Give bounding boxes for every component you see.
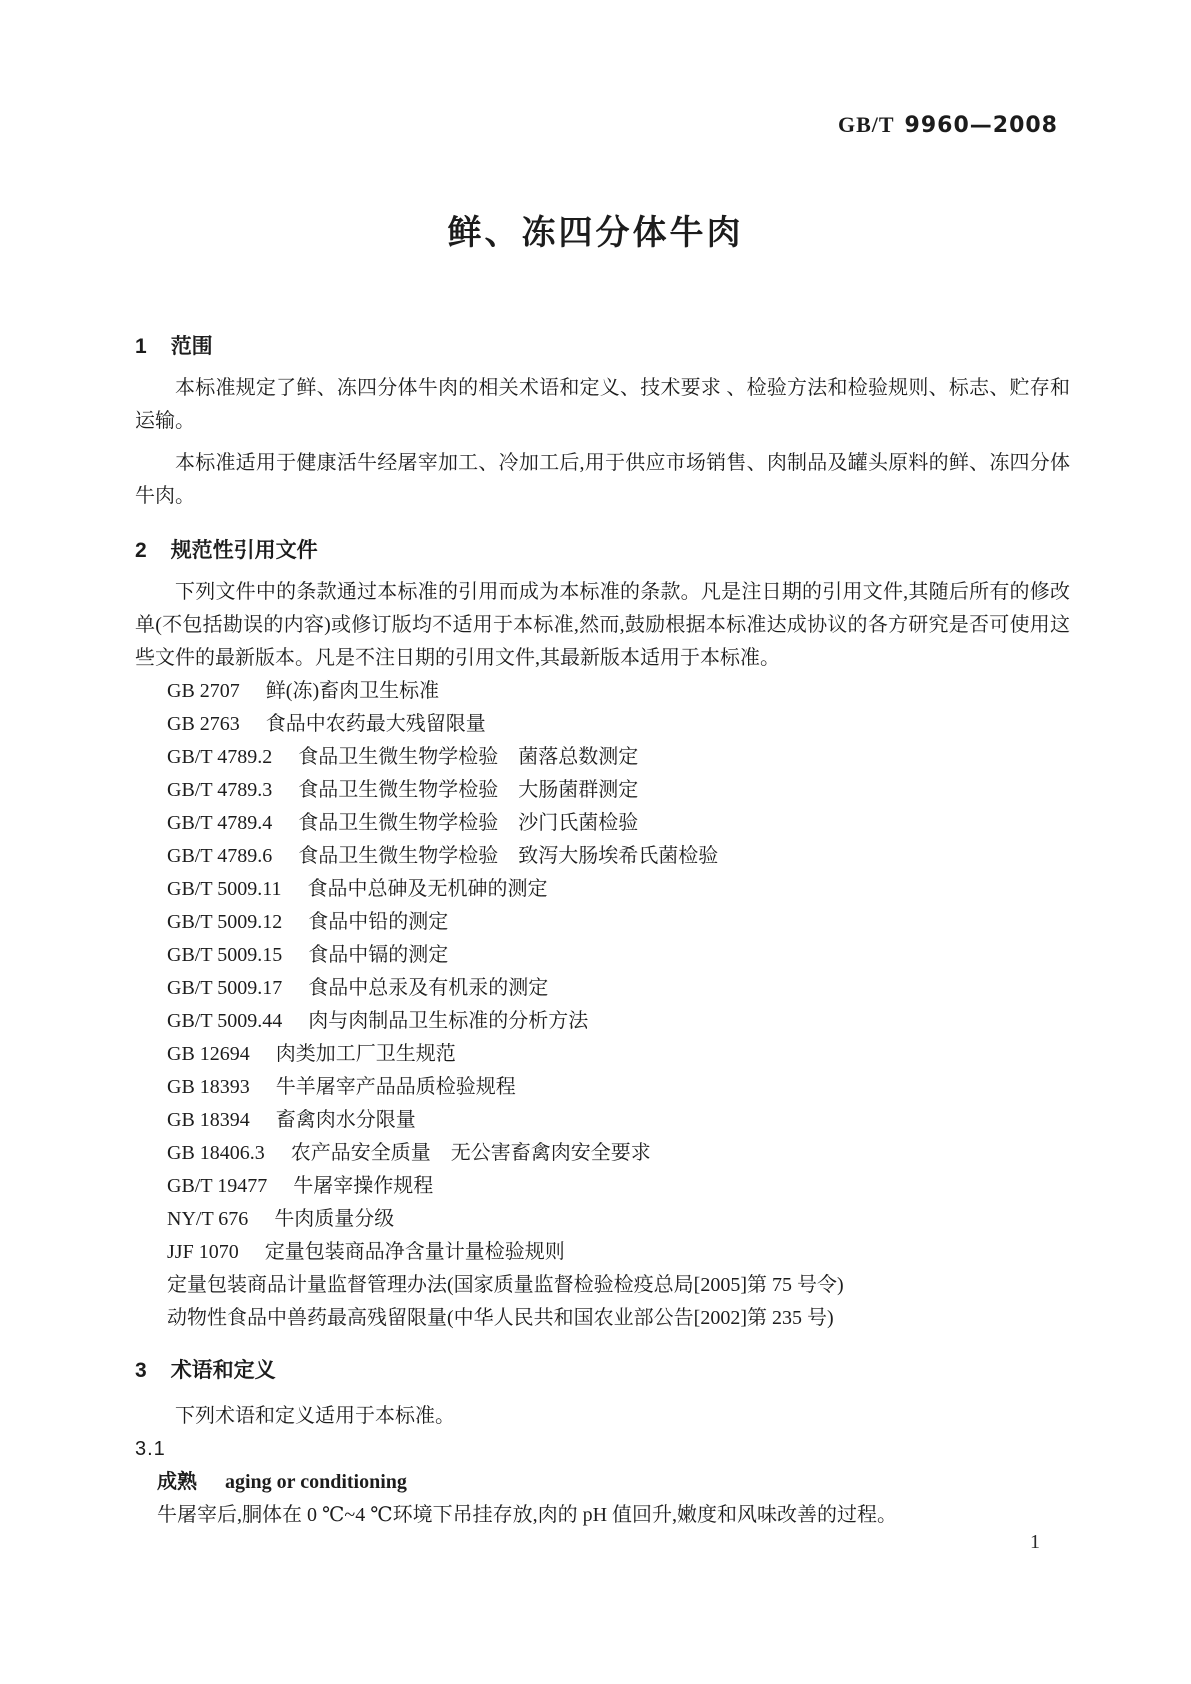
term-entry-heading	[135, 1466, 1070, 1499]
terms-intro: 下列术语和定义适用于本标准。	[175, 1405, 455, 1427]
scope-paragraph: 本标准规定了鲜、冻四分体牛肉的相关术语和定义、技术要求 、检验方法和检验规则、标志、贮存和运输。	[135, 377, 1070, 432]
scope-paragraphs	[135, 372, 1070, 513]
reference-title: 食品卫生微生物学检验 菌落总数测定	[298, 746, 639, 768]
reference-code: JJF 1070	[167, 1241, 239, 1263]
reference-item	[135, 840, 1070, 873]
reference-item	[135, 1170, 1070, 1203]
reference-code: GB/T 4789.6	[167, 845, 273, 867]
section-references-title: 规范性引用文件	[170, 539, 318, 562]
reference-title: 定量包装商品净含量计量检验规则	[264, 1241, 565, 1263]
reference-item	[135, 873, 1070, 906]
reference-title: 畜禽肉水分限量	[275, 1109, 416, 1131]
section-terms-number: 3	[135, 1359, 147, 1382]
reference-title: 农产品安全质量 无公害畜禽肉安全要求	[290, 1142, 651, 1164]
section-references-number: 2	[135, 539, 147, 562]
reference-title: 食品卫生微生物学检验 沙门氏菌检验	[298, 812, 639, 834]
references-intro: 下列文件中的条款通过本标准的引用而成为本标准的条款。凡是注日期的引用文件,其随后所有的修改单(不包括勘误的内容)或修订版均不适用于本标准,然而,鼓励根据本标准达成协议的各方研究是否可使用这些文件的最新版本。凡是不注日期的引用文件,其最新版本适用于本标准。	[135, 581, 1070, 669]
term-entry-number: 3.1	[135, 1438, 166, 1460]
reference-code: NY/T 676	[167, 1208, 249, 1230]
reference-item	[135, 1038, 1070, 1071]
reference-title: 肉类加工厂卫生规范	[275, 1043, 456, 1065]
reference-code: GB/T 19477	[167, 1175, 268, 1197]
reference-code: GB/T 4789.2	[167, 746, 273, 768]
reference-code: GB 2707	[167, 680, 240, 702]
reference-code: GB/T 4789.4	[167, 812, 273, 834]
section-scope-title: 范围	[170, 335, 213, 358]
reference-item	[135, 1005, 1070, 1038]
references-list	[135, 675, 1070, 1335]
reference-item	[135, 741, 1070, 774]
reference-code: GB 2763	[167, 713, 240, 735]
reference-code: GB 18406.3	[167, 1142, 265, 1164]
reference-code: GB/T 5009.11	[167, 878, 282, 900]
reference-item	[135, 774, 1070, 807]
reference-item	[135, 708, 1070, 741]
reference-code: GB/T 5009.12	[167, 911, 283, 933]
reference-title: 食品中农药最大残留限量	[265, 713, 486, 735]
section-scope-heading	[135, 330, 1070, 363]
reference-item	[135, 807, 1070, 840]
page-number: 1	[1030, 1531, 1040, 1553]
reference-title: 定量包装商品计量监督管理办法(国家质量监督检验检疫总局[2005]第 75 号令)	[167, 1274, 844, 1296]
section-terms-heading	[135, 1354, 1070, 1387]
reference-item	[135, 1236, 1070, 1269]
reference-item	[135, 1071, 1070, 1104]
reference-title: 肉与肉制品卫生标准的分析方法	[308, 1010, 589, 1032]
section-terms-title: 术语和定义	[170, 1359, 276, 1382]
reference-item	[135, 1137, 1070, 1170]
reference-item	[135, 1302, 1070, 1335]
standard-code-number: 9960—2008	[904, 113, 1058, 138]
term-definition: 牛屠宰后,胴体在 0 ℃~4 ℃环境下吊挂存放,肉的 pH 值回升,嫩度和风味改善的过程。	[157, 1504, 898, 1526]
reference-code: GB 18393	[167, 1076, 250, 1098]
standard-code-prefix: GB/T	[837, 112, 895, 137]
reference-item	[135, 939, 1070, 972]
reference-item	[135, 1203, 1070, 1236]
reference-title: 食品中总汞及有机汞的测定	[308, 977, 549, 999]
reference-title: 牛羊屠宰产品品质检验规程	[275, 1076, 516, 1098]
reference-title: 动物性食品中兽药最高残留限量(中华人民共和国农业部公告[2002]第 235 号)	[167, 1307, 834, 1329]
reference-item	[135, 906, 1070, 939]
document-body	[135, 330, 1070, 1532]
term-entry	[135, 1433, 1070, 1532]
scope-paragraph: 本标准适用于健康活牛经屠宰加工、冷加工后,用于供应市场销售、肉制品及罐头原料的鲜、冻四分体牛肉。	[135, 452, 1070, 507]
section-scope-number: 1	[135, 335, 147, 358]
reference-title: 牛屠宰操作规程	[293, 1175, 434, 1197]
reference-item	[135, 1104, 1070, 1137]
reference-item	[135, 675, 1070, 708]
reference-code: GB/T 5009.15	[167, 944, 283, 966]
reference-code: GB/T 5009.17	[167, 977, 283, 999]
reference-code: GB/T 4789.3	[167, 779, 273, 801]
reference-code: GB 18394	[167, 1109, 250, 1131]
reference-title: 食品卫生微生物学检验 大肠菌群测定	[298, 779, 639, 801]
document-title: 鲜、冻四分体牛肉	[447, 214, 744, 252]
reference-title: 食品中总砷及无机砷的测定	[307, 878, 548, 900]
term-english: aging or conditioning	[225, 1471, 407, 1493]
reference-code: GB/T 5009.44	[167, 1010, 283, 1032]
reference-title: 鲜(冻)畜肉卫生标准	[265, 680, 440, 702]
term-entries	[135, 1433, 1070, 1532]
reference-title: 食品卫生微生物学检验 致泻大肠埃希氏菌检验	[298, 845, 719, 867]
term-chinese: 成熟	[157, 1471, 197, 1493]
reference-title: 牛肉质量分级	[274, 1208, 395, 1230]
reference-item	[135, 972, 1070, 1005]
reference-item	[135, 1269, 1070, 1302]
standard-code	[838, 112, 1058, 138]
reference-title: 食品中铅的测定	[308, 911, 449, 933]
section-references-heading	[135, 534, 1070, 567]
reference-code: GB 12694	[167, 1043, 250, 1065]
reference-title: 食品中镉的测定	[308, 944, 449, 966]
